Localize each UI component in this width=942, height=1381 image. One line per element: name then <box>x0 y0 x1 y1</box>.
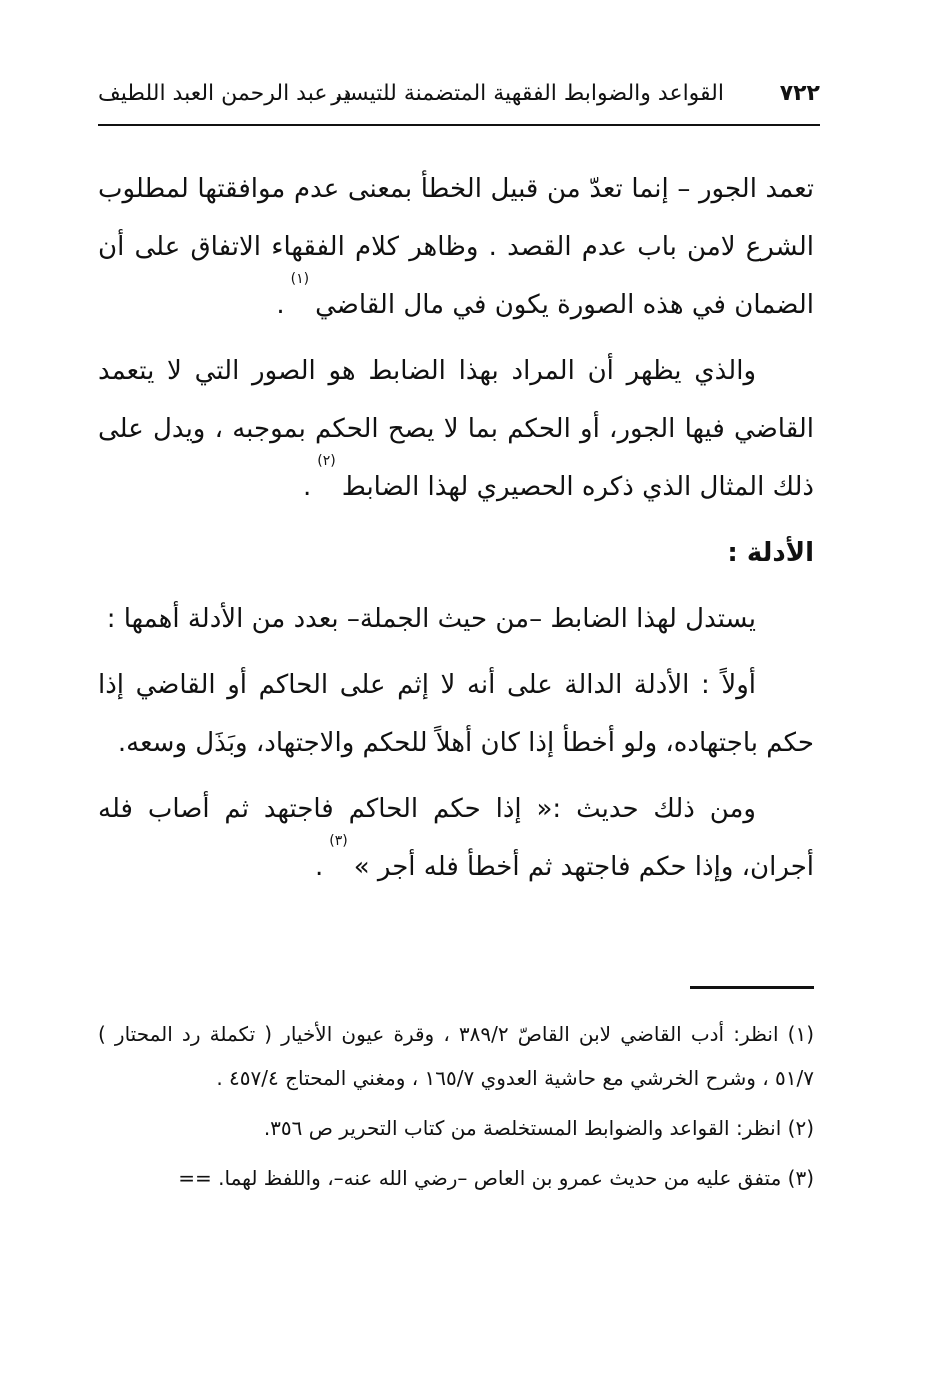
paragraph-2-text: والذي يظهر أن المراد بهذا الضابط هو الصور التي لا يتعمد القاضي فيها الجور، أو الحكم بما لا يصح الحكم بموجبه ، ويدل على ذلك المثال الذي ذكره الحصيري لهذا الضابط <box>98 356 814 502</box>
footnote-1: (١) انظر: أدب القاضي لابن القاصّ ٣٨٩/٢ ، وقرة عيون الأخيار ( تكملة رد المحتار ) ٥١/٧ ، وشرح الخرشي مع حاشية العدوي ١٦٥/٧ ، ومغني المحتاج ٤٥٧/٤ . <box>98 1022 815 1090</box>
header-divider <box>98 124 820 126</box>
section-heading: الأدلة : <box>727 538 814 568</box>
book-title: القواعد والضوابط الفقهية المتضمنة للتيسير <box>331 81 724 106</box>
paragraph-5 <box>98 780 814 896</box>
paragraph-1 <box>98 160 814 334</box>
paragraph-3: يستدل لهذا الضابط –من حيث الجملة– بعدد من الأدلة أهمها : <box>106 604 756 634</box>
author-name: د. عبد الرحمن العبد اللطيف <box>98 81 352 106</box>
page-number: ٧٢٢ <box>779 81 820 106</box>
paragraph-1-end: . <box>276 290 285 320</box>
paragraph-2 <box>98 342 814 516</box>
main-text <box>98 160 814 904</box>
paragraph-4: أولاً : الأدلة الدالة على أنه لا إثم على الحاكم أو القاضي إذا حكم باجتهاده، ولو أخطأ إذا كان أهلاً للحكم والاجتهاد، وبَذَل وسعه. <box>98 670 814 758</box>
paragraph-1-text: تعمد الجور – إنما تعدّ من قبيل الخطأ بمعنى عدم موافقتها لمطلوب الشرع لامن باب عدم القصد . وظاهر كلام الفقهاء الاتفاق على أن الضمان في هذه الصورة يكون في مال القاضي <box>98 174 814 320</box>
footnotes <box>98 1012 814 1206</box>
footnote-ref-2: (٢) <box>317 453 336 469</box>
paragraph-5-end: . <box>314 852 324 882</box>
footnote-ref-3: (٣) <box>329 833 348 849</box>
running-header <box>98 74 820 114</box>
footnote-3: (٣) متفق عليه من حديث عمرو بن العاص –رضي الله عنه–، واللفظ لهما. == <box>178 1166 814 1190</box>
footnote-divider <box>690 986 814 989</box>
paragraph-2-end: . <box>303 472 312 502</box>
footnote-2: (٢) انظر: القواعد والضوابط المستخلصة من كتاب التحرير ص ٣٥٦. <box>263 1116 814 1140</box>
footnote-ref-1: (١) <box>290 271 310 287</box>
paragraph-5-text: ومن ذلك حديث :« إذا حكم الحاكم فاجتهد ثم أصاب فله أجران، وإذا حكم فاجتهد ثم أخطأ فله أجر » <box>98 794 814 882</box>
